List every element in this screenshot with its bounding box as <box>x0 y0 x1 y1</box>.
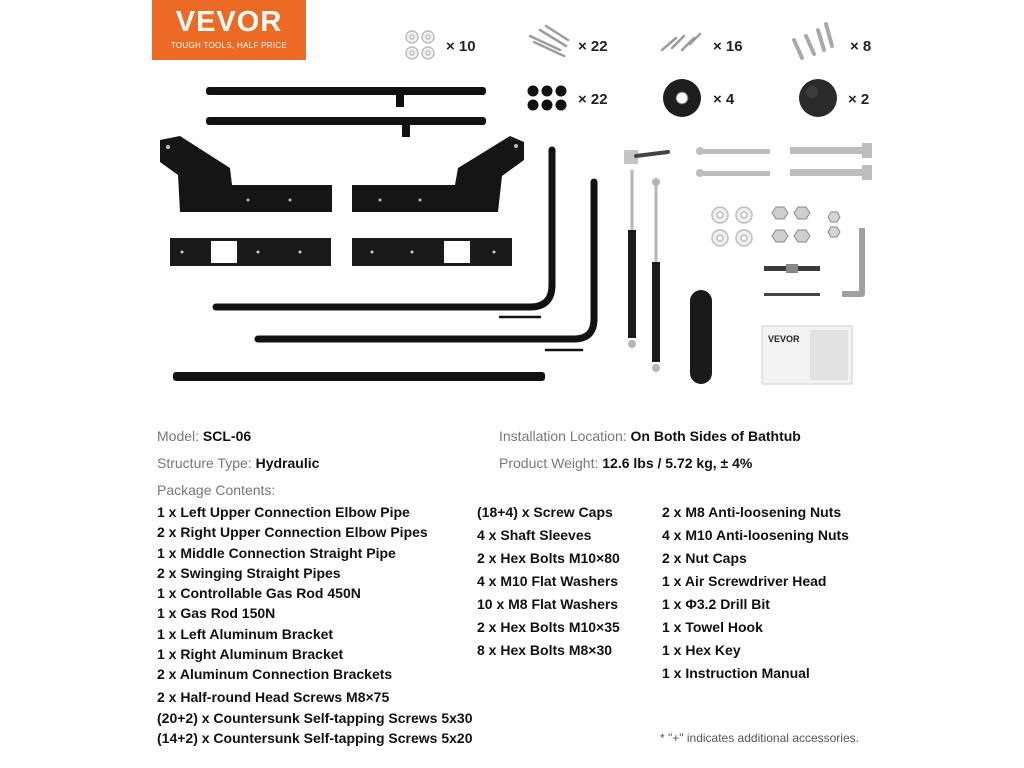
count-m8-washers: × 10 <box>446 38 476 55</box>
list-item: (20+2) x Countersunk Self-tapping Screws 5x30 <box>157 709 473 726</box>
air-screwdriver-head-icon <box>764 264 820 273</box>
screw-5x30-group-icon <box>530 26 568 56</box>
list-item: 1 x Right Aluminum Bracket <box>157 646 344 663</box>
package-contents-heading: Package Contents: <box>157 482 276 498</box>
logo-tagline: TOUGH TOOLS, HALF PRICE <box>170 41 288 50</box>
spec-model <box>157 428 251 444</box>
shaft-sleeve-icon <box>663 79 701 117</box>
list-item: 1 x Φ3.2 Drill Bit <box>662 596 770 612</box>
list-item: 4 x M10 Flat Washers <box>477 573 619 589</box>
list-item: (14+2) x Countersunk Self-tapping Screws 5x20 <box>157 729 473 746</box>
gas-rod-150n-icon <box>652 178 660 372</box>
manual-cover-brand: VEVOR <box>768 334 800 344</box>
count-hex-bolts-m8: × 8 <box>850 38 872 55</box>
right-aluminum-bracket-icon <box>352 136 524 212</box>
package-column-2 <box>477 504 620 665</box>
instruction-manual-icon <box>762 326 852 384</box>
list-item: 2 x Right Upper Connection Elbow Pipes <box>157 524 428 541</box>
left-aluminum-bracket-icon <box>160 136 332 212</box>
list-item: 2 x Half-round Head Screws M8×75 <box>157 689 390 706</box>
list-item: 4 x M10 Anti-loosening Nuts <box>662 527 849 543</box>
spec-weight <box>499 455 752 471</box>
list-item: 4 x Shaft Sleeves <box>477 527 592 543</box>
list-item: 8 x Hex Bolts M8×30 <box>477 642 613 658</box>
connection-bracket-right-icon <box>352 238 512 266</box>
list-item: 1 x Instruction Manual <box>662 665 810 681</box>
spec-installation-value: On Both Sides of Bathtub <box>630 428 801 444</box>
list-item: 1 x Left Aluminum Bracket <box>157 625 334 642</box>
list-item: 2 x Hex Bolts M10×80 <box>477 550 620 566</box>
list-item: 2 x Swinging Straight Pipes <box>157 564 341 581</box>
count-screws-5x20: × 16 <box>713 38 743 55</box>
spec-structure <box>157 455 319 471</box>
m10-flat-washer-group-icon <box>712 207 752 246</box>
spec-model-value: SCL-06 <box>202 428 252 444</box>
gas-rod-450n-icon <box>624 150 668 348</box>
list-item: 1 x Middle Connection Straight Pipe <box>157 544 396 561</box>
list-item: 10 x M8 Flat Washers <box>477 596 619 612</box>
list-item: 1 x Left Upper Connection Elbow Pipe <box>157 504 410 520</box>
hex-bolt-m10x80-group-icon <box>790 143 872 180</box>
package-column-1 <box>157 504 473 750</box>
screw-5x20-group-icon <box>662 34 700 50</box>
towel-hook-icon <box>690 290 712 384</box>
list-item: 2 x M8 Anti-loosening Nuts <box>662 504 842 520</box>
spec-structure-label: Structure Type: <box>157 455 252 471</box>
half-round-screw-m8x75-group-icon <box>696 147 770 177</box>
list-item: 1 x Gas Rod 150N <box>157 605 276 622</box>
count-shaft-sleeves: × 4 <box>713 91 735 108</box>
list-item: 1 x Controllable Gas Rod 450N <box>157 585 361 602</box>
count-screw-caps: × 22 <box>578 91 608 108</box>
spec-weight-value: 12.6 lbs / 5.72 kg, ± 4% <box>602 455 753 471</box>
footnote: * "+" indicates additional accessories. <box>660 731 859 745</box>
list-item: (18+4) x Screw Caps <box>477 504 613 520</box>
screw-cap-group-icon <box>528 86 567 111</box>
middle-straight-pipe-icon <box>173 372 545 381</box>
list-item: 1 x Air Screwdriver Head <box>662 573 827 589</box>
spec-installation <box>499 428 801 444</box>
hex-bolt-m8x30-group-icon <box>794 24 832 58</box>
list-item: 1 x Towel Hook <box>662 619 763 635</box>
list-item: 2 x Aluminum Connection Brackets <box>157 666 393 683</box>
spec-weight-label: Product Weight: <box>499 455 599 471</box>
spec-model-label: Model: <box>157 428 200 444</box>
nut-cap-icon <box>799 79 837 117</box>
package-column-3 <box>662 504 849 688</box>
list-item: 1 x Hex Key <box>662 642 741 658</box>
m8-anti-loosening-nut-group-icon <box>828 212 840 237</box>
spec-installation-label: Installation Location: <box>499 428 627 444</box>
m10-anti-loosening-nut-group-icon <box>772 207 810 242</box>
list-item: 2 x Hex Bolts M10×35 <box>477 619 620 635</box>
list-item: 2 x Nut Caps <box>662 550 747 566</box>
m8-washer-group-icon <box>406 31 434 59</box>
count-screws-5x30: × 22 <box>578 38 608 55</box>
drill-bit-icon <box>764 293 820 296</box>
connection-bracket-left-icon <box>170 238 331 266</box>
spec-structure-value: Hydraulic <box>255 455 320 471</box>
logo-brand-text: VEVOR <box>175 6 283 38</box>
count-nut-caps: × 2 <box>848 91 870 108</box>
upper-pipe-group-icon <box>206 87 486 137</box>
hex-key-icon <box>842 228 862 294</box>
